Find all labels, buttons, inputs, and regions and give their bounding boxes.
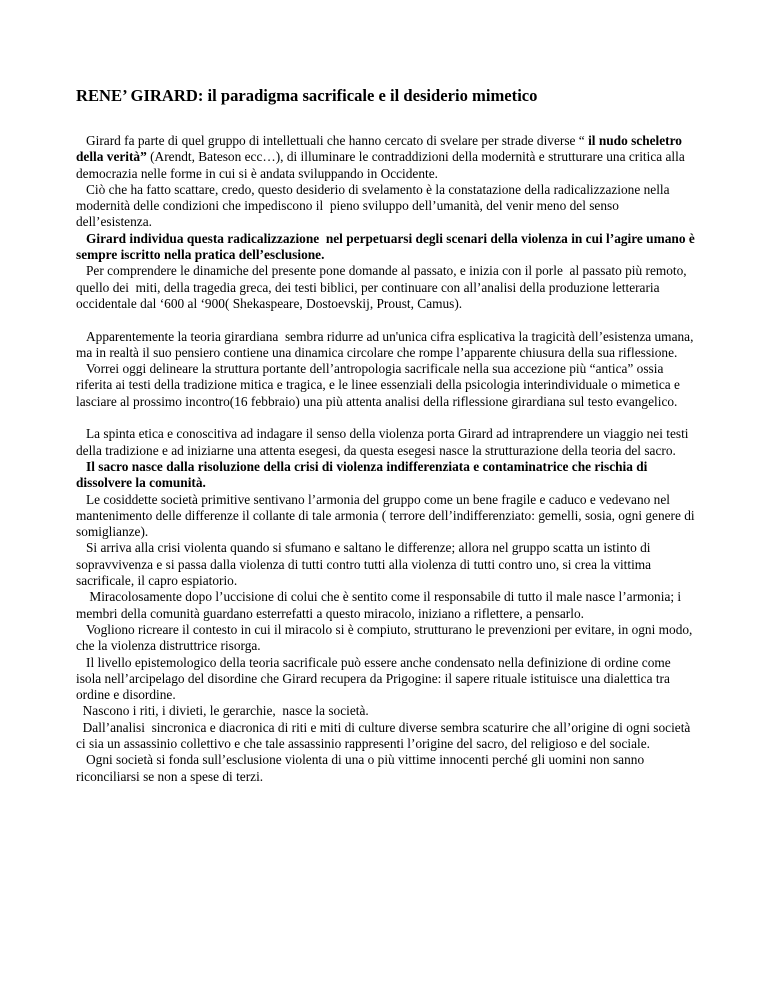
paragraph: Si arriva alla crisi violenta quando si sfumano e saltano le differenze; allora nel gruppo scatta un istinto di sopravvivenza e si passa dalla violenza di tutti contro tutti alla violenza di tutti contro uno, si crea la vittima sacrificale, il capro espiatorio.: [76, 540, 655, 589]
paragraph: [76, 133, 696, 182]
paragraph-bold-quote: il nudo scheletro della verità”: [76, 133, 686, 165]
paragraph: Vogliono ricreare il contesto in cui il miracolo si è compiuto, strutturano le prevenzioni per evitare, in ogni modo, che la violenza distruttrice risorga.: [76, 621, 696, 654]
paragraph: Vorrei oggi delineare la struttura portante dell’antropologia sacrificale nella sua accezione più “antica” ossia riferita ai testi della tradizione mitica e tragica, e le linee essenziali della psicologia interindividuale o mimetica e lasciare al prossimo incontro(16 febbraio) una più attenta analisi della riflessione girardiana sul testo evangelico.: [76, 361, 684, 409]
document-title: RENE’ GIRARD: il paradigma sacrificale e il desiderio mimetico: [76, 86, 538, 105]
paragraph: Il livello epistemologico della teoria sacrificale può essere anche condensato nella definizione di ordine come isola nell’arcipelago del disordine che Girard recupera da Prigogine: il sapere rituale istituisce una dialettica tra ordine e disordine.: [76, 654, 675, 703]
document-body: [76, 133, 699, 785]
paragraph: Ogni società si fonda sull’esclusione violenta di una o più vittime innocenti perché gli uomini non sanno riconciliarsi se non a spese di terzi.: [76, 752, 648, 784]
paragraph: Apparentemente la teoria girardiana sembra ridurre ad un'unica cifra esplicativa la tragicità dell’esistenza umana, ma in realtà il suo pensiero contiene una dinamica circolare che rompe l’apparente chiusura della sua riflessione.: [76, 328, 697, 360]
paragraph: Le cosiddette società primitive sentivano l’armonia del gruppo come un bene fragile e caduco e vedevano nel mantenimento delle differenze il collante di tale armonia ( terrore dell’indifferenziato: gemelli, sosia, ogni genere di somiglianze).: [76, 491, 698, 540]
paragraph: La spinta etica e conoscitiva ad indagare il senso della violenza porta Girard ad intraprendere un viaggio nei testi della tradizione e ad iniziarne una attenta esegesi, da questa esegesi nasce la strutturazione della teoria del sacro.: [76, 426, 692, 458]
paragraph-bold-text: Girard individua questa radicalizzazione nel perpetuarsi degli scenari della violenza in cui l’agire umano è sempre iscritto nella pratica dell’esclusione.: [76, 230, 699, 263]
paragraph-text: (Arendt, Bateson ecc…), di illuminare le contraddizioni della modernità e strutturare una critica alla democrazia nelle forme in cui si è andata sviluppando in Occidente.: [76, 149, 689, 181]
paragraph: Miracolosamente dopo l’uccisione di colui che è sentito come il responsabile di tutto il male nasce l’armonia; i membri della comunità guardano esterrefatti a questo miracolo, iniziano a riflettere, a pensarlo.: [76, 589, 685, 621]
paragraph: Dall’analisi sincronica e diacronica di riti e miti di culture diverse sembra scaturire che all’origine di ogni società ci sia un assassinio collettivo e che tale assassinio rappresenti l’origine del sacro, del religioso e del sociale.: [76, 719, 694, 751]
paragraph: Per comprendere le dinamiche del presente pone domande al passato, e inizia con il porle al passato più remoto, quello dei miti, della tragedia greca, dei testi biblici, per continuare con all’analisi della produzione letteraria occidentale dal ‘600 al ‘900( Shekaspeare, Dostoevskij, Proust, Camus).: [76, 263, 690, 311]
paragraph: Ciò che ha fatto scattare, credo, questo desiderio di svelamento è la constatazione della radicalizzazione nella modernità delle condizioni che impediscono il pieno sviluppo dell’umanità, del venir meno del senso dell’esistenza.: [76, 181, 673, 230]
paragraph-bold-text: Il sacro nasce dalla risoluzione della crisi di violenza indifferenziata e contaminatrice che rischia di dissolvere la comunità.: [76, 458, 651, 491]
paragraph-gap: [76, 410, 696, 426]
paragraph-text: Girard fa parte di quel gruppo di intellettuali che hanno cercato di svelare per strade diverse “: [76, 133, 589, 148]
paragraph: Nascono i riti, i divieti, le gerarchie, nasce la società.: [76, 703, 369, 719]
paragraph-bold: [76, 459, 696, 492]
paragraph-gap: [76, 312, 696, 328]
paragraph-bold: [76, 230, 699, 264]
